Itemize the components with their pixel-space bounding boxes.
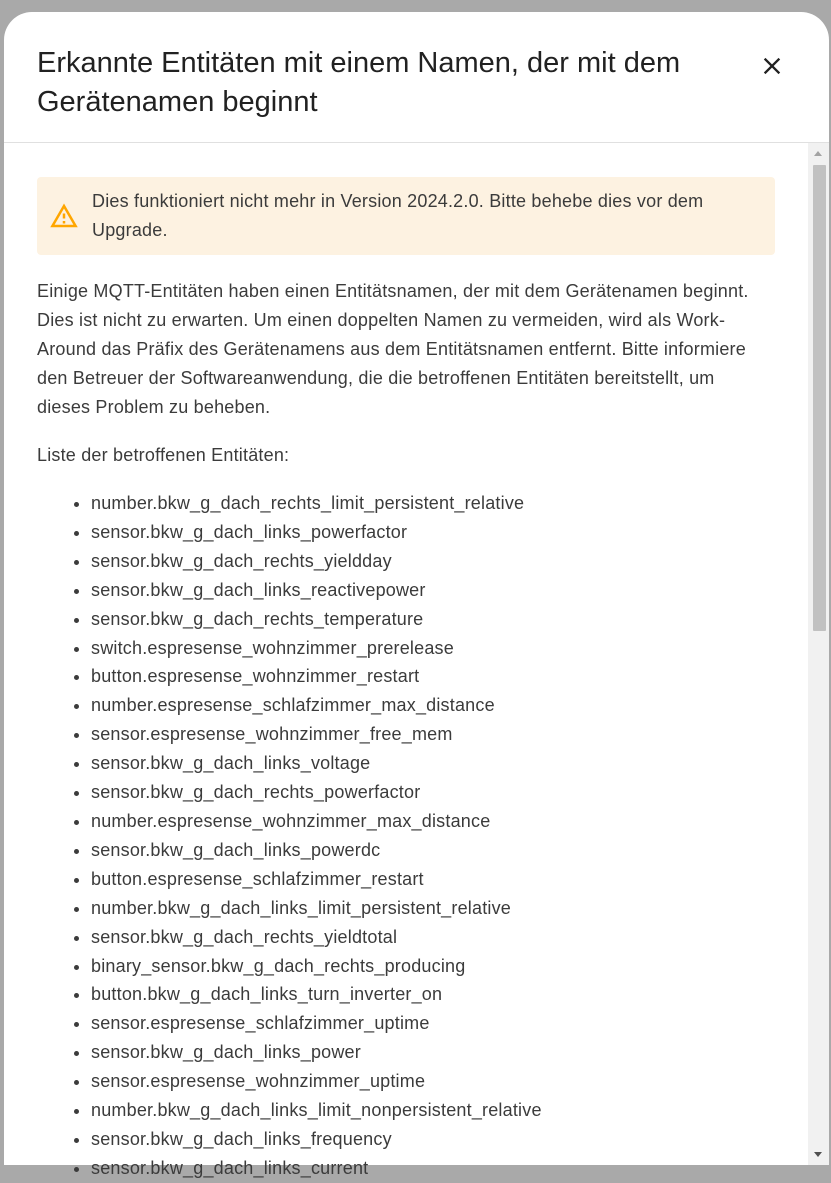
list-item: • sensor.bkw_g_dach_rechts_powerfactor xyxy=(91,778,542,807)
list-item: • button.espresense_schlafzimmer_restart xyxy=(91,865,542,894)
warning-triangle-icon xyxy=(49,201,79,231)
entities-dialog xyxy=(4,12,829,1178)
scrollbar-thumb[interactable] xyxy=(813,165,826,631)
list-item: • binary_sensor.bkw_g_dach_rechts_producing xyxy=(91,952,542,981)
list-item: • sensor.bkw_g_dach_links_powerfactor xyxy=(91,518,542,547)
close-icon xyxy=(758,52,786,80)
list-item: • number.bkw_g_dach_links_limit_nonpersistent_relative xyxy=(91,1096,542,1125)
list-item: • sensor.bkw_g_dach_links_current xyxy=(91,1154,542,1183)
list-item: • sensor.bkw_g_dach_links_reactivepower xyxy=(91,576,542,605)
dialog-content[interactable] xyxy=(4,143,808,1178)
list-item: • sensor.espresense_schlafzimmer_uptime xyxy=(91,1009,542,1038)
dialog-header xyxy=(4,12,829,143)
list-item: • sensor.bkw_g_dach_links_power xyxy=(91,1038,542,1067)
list-item: • sensor.bkw_g_dach_links_voltage xyxy=(91,749,542,778)
list-item: • switch.espresense_wohnzimmer_prerelease xyxy=(91,634,542,663)
list-item: • number.bkw_g_dach_links_limit_persistent_relative xyxy=(91,894,542,923)
scroll-up-arrow-icon[interactable] xyxy=(814,151,822,156)
entity-list xyxy=(37,489,542,1183)
list-item: • sensor.espresense_wohnzimmer_free_mem xyxy=(91,720,542,749)
scroll-down-arrow-icon[interactable] xyxy=(814,1152,822,1157)
list-item: • number.espresense_wohnzimmer_max_distance xyxy=(91,807,542,836)
list-item: • number.espresense_schlafzimmer_max_distance xyxy=(91,691,542,720)
list-item: • button.bkw_g_dach_links_turn_inverter_on xyxy=(91,980,542,1009)
list-item: • button.espresense_wohnzimmer_restart xyxy=(91,662,542,691)
list-item: • number.bkw_g_dach_rechts_limit_persistent_relative xyxy=(91,489,542,518)
warning-alert xyxy=(37,177,775,255)
close-button[interactable] xyxy=(750,44,794,88)
description-text: Einige MQTT-Entitäten haben einen Entitätsnamen, der mit dem Gerätenamen beginnt. Dies ist nicht zu erwarten. Um einen doppelten Namen zu vermeiden, wird als Work-Around das Präfix des Gerätenamens aus dem Entitätsnamen entfernt. Bitte informiere den Betreuer der Softwareanwendung, die die betroffenen Entitäten bereitstellt, um dieses Problem zu beheben. xyxy=(37,281,749,417)
list-heading: Liste der betroffenen Entitäten: xyxy=(37,445,290,465)
vertical-scrollbar[interactable] xyxy=(808,143,829,1165)
list-item: • sensor.bkw_g_dach_links_frequency xyxy=(91,1125,542,1154)
list-item: • sensor.bkw_g_dach_rechts_yieldday xyxy=(91,547,542,576)
list-item: • sensor.espresense_wohnzimmer_uptime xyxy=(91,1067,542,1096)
list-item: • sensor.bkw_g_dach_rechts_yieldtotal xyxy=(91,923,542,952)
list-item: • sensor.bkw_g_dach_rechts_temperature xyxy=(91,605,542,634)
list-item: • sensor.bkw_g_dach_links_powerdc xyxy=(91,836,542,865)
alert-text: Dies funktioniert nicht mehr in Version 2024.2.0. Bitte behebe dies vor dem Upgrade. xyxy=(92,191,704,240)
dialog-title: Erkannte Entitäten mit einem Namen, der mit dem Gerätenamen beginnt xyxy=(37,47,681,118)
